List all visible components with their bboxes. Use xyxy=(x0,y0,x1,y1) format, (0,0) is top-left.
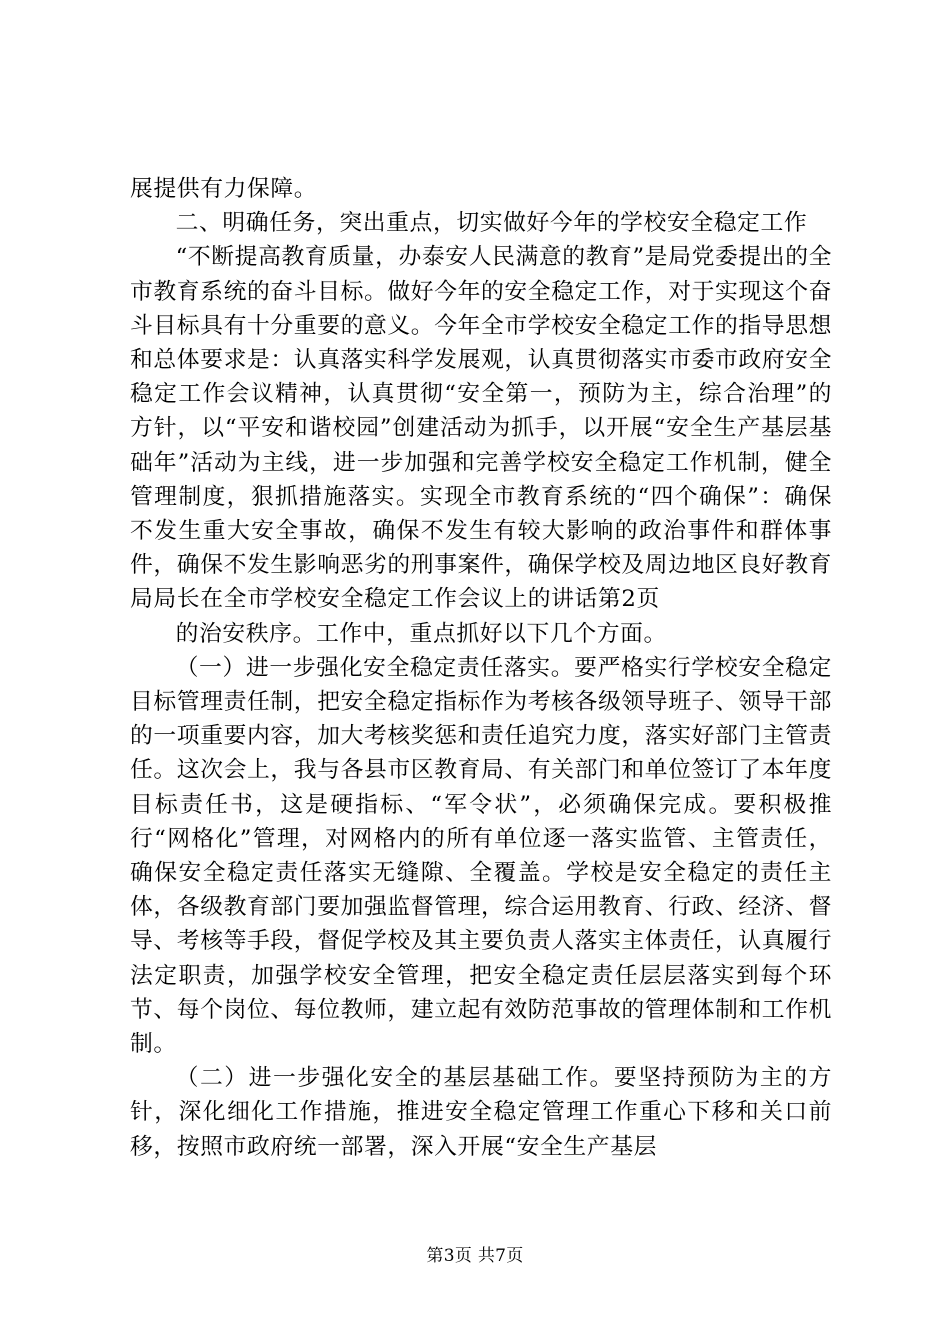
paragraph-guiding-ideology: “不断提高教育质量，办泰安人民满意的教育”是局党委提出的全市教育系统的奋斗目标。做好今年的安全稳定工作，对于实现这个奋斗目标具有十分重要的意义。今年全市学校安全稳定工作的指导思想和总体要求是：认真落实科学发展观，认真贯彻落实市委市政府安全稳定工作会议精神，认真贯彻“安全第一，预防为主，综合治理”的方针，以“平安和谐校园”创建活动为抓手，以开展“安全生产基层基础年”活动为主线，进一步加强和完善学校安全稳定工作机制，健全管理制度，狠抓措施落实。实现全市教育系统的“四个确保”：确保不发生重大安全事故，确保不发生有较大影响的政治事件和群体事件，确保不发生影响恶劣的刑事案件，确保学校及周边地区良好教育局局长在全市学校安全稳定工作会议上的讲话第2页 xyxy=(130,244,832,613)
paragraph-public-order: 的治安秩序。工作中，重点抓好以下几个方面。 xyxy=(175,620,667,647)
paragraph-continuation: 展提供有力保障。 xyxy=(130,176,318,202)
paragraph-grassroots: （二）进一步强化安全的基层基础工作。要坚持预防为主的方针，深化细化工作措施，推进安全稳定管理工作重心下移和关口前移，按照市政府统一部署，深入开展“安全生产基层 xyxy=(130,1065,832,1160)
page-footer: 第3页 共7页 xyxy=(426,1246,524,1266)
document-body xyxy=(130,172,832,1164)
section-heading-2: 二、明确任务，突出重点，切实做好今年的学校安全稳定工作 xyxy=(175,210,808,237)
paragraph-responsibility: （一）进一步强化安全稳定责任落实。要严格实行学校安全稳定目标管理责任制，把安全稳定指标作为考核各级领导班子、领导干部的一项重要内容，加大考核奖惩和责任追究力度，落实好部门主管责任。这次会上，我与各县市区教育局、有关部门和单位签订了本年度目标责任书，这是硬指标、“军令状”，必须确保完成。要积极推行“网格化”管理，对网格内的所有单位逐一落实监管、主管责任，确保安全稳定责任落实无缝隙、全覆盖。学校是安全稳定的责任主体，各级教育部门要加强监督管理，综合运用教育、行政、经济、督导、考核等手段，督促学校及其主要负责人落实主体责任，认真履行法定职责，加强学校安全管理，把安全稳定责任层层落实到每个环节、每个岗位、每位教师，建立起有效防范事故的管理体制和工作机制。 xyxy=(130,654,832,1058)
